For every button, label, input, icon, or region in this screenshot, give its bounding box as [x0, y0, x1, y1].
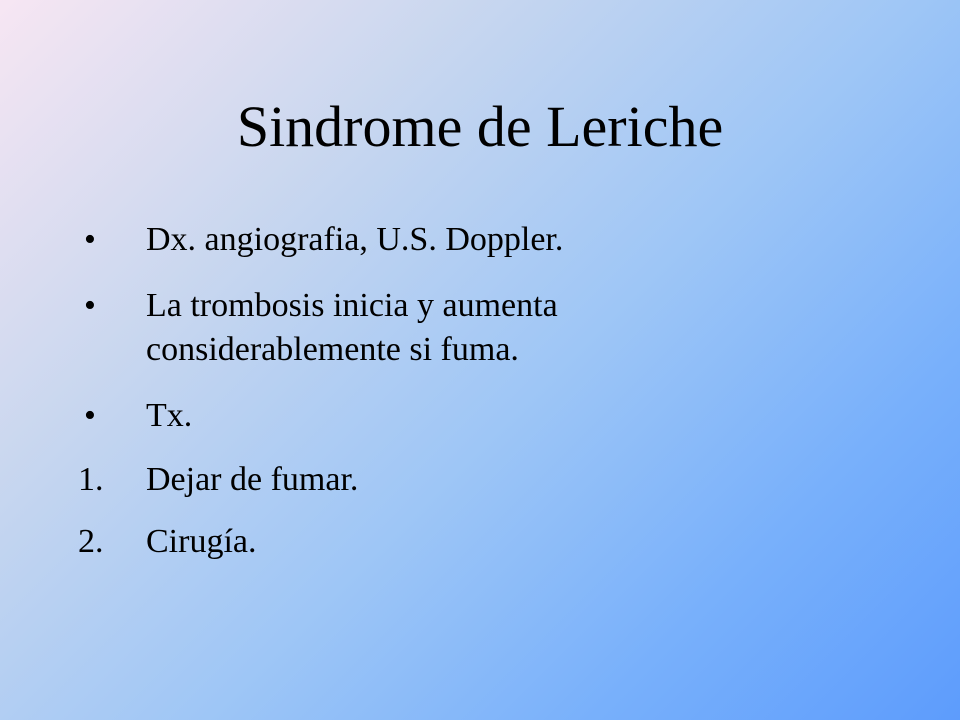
- list-item-text: Cirugía.: [146, 523, 257, 560]
- number-marker: 1.: [78, 461, 104, 498]
- list-item-text: Dx. angiografia, U.S. Doppler.: [146, 221, 564, 258]
- list-item-text: Tx.: [146, 397, 193, 434]
- slide-title: Sindrome de Leriche: [236, 94, 724, 159]
- bullet-marker: •: [84, 287, 96, 324]
- list-item-text: La trombosis inicia y aumenta considerablemente si fuma.: [146, 287, 558, 368]
- number-marker: 2.: [78, 523, 104, 560]
- bullet-marker: •: [84, 221, 96, 258]
- list-item-text: Dejar de fumar.: [146, 461, 359, 498]
- bullet-marker: •: [84, 397, 96, 434]
